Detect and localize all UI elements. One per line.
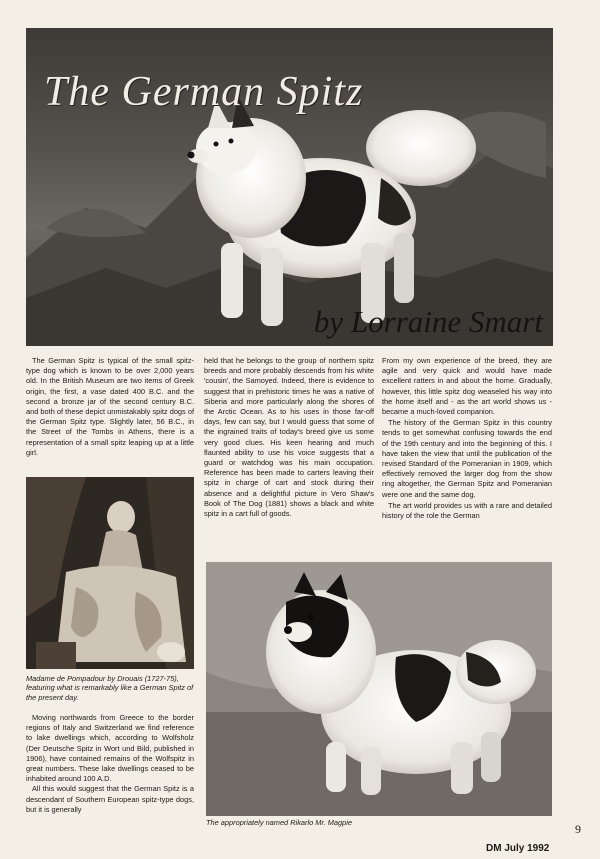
paragraph: held that he belongs to the group of northern spitz breeds and more probably descends from his white 'cousin', the Samoyed. Indeed, there is evidence to suggest that in prehistoric times he was a native of Siberia and more particularly along the shores of the Arctic Ocean. As to his uses in those far-off days, few can say, but I would guess that some of the ingrained traits of today's breed give us some very good clues. His keen hearing and much flaunted ability to use his voice suggests that a guard or watchdog was his main occupation. Reference has been made to carters leaving their spitz in charge of cart and stock during their absence and a delightful picture in Vero Shaw's Book of The Dog (1881) shows a black and white spitz in a cart full of goods. <box>204 356 374 519</box>
painting-caption: Madame de Pompadour by Drouais (1727-75), featuring what is remarkably like a German Spitz of the present day. <box>26 674 194 702</box>
paragraph: The art world provides us with a rare and detailed history of the role the German <box>382 500 552 521</box>
article-column-3 <box>382 356 552 521</box>
paragraph: The history of the German Spitz in this country tends to get somewhat confusing towards the end of the 19th century and into the beginning of this. I have taken the view that until the publication of the revised Standard of the Pomeranian in 1909, which effectively removed the larger dog from the show ring altogether, the German Spitz and Pomeranian were one and the same dog. <box>382 418 552 499</box>
article-column-1 <box>26 356 194 458</box>
page-number: 9 <box>575 822 581 836</box>
dog-photo-illustration <box>206 562 552 816</box>
article-title: The German Spitz <box>44 69 364 115</box>
paragraph: From my own experience of the breed, they are agile and very quick and would have made excellent ratters in and about the home. Gradually, however, this little spitz dog weaseled his way into the home itself and - as the art world shows us - became a much-loved companion. <box>382 356 552 417</box>
paragraph: All this would suggest that the German Spitz is a descendant of Southern European spitz-type dogs, but it is generally <box>26 784 194 814</box>
dog-photo <box>206 562 552 816</box>
painting-illustration <box>26 477 194 669</box>
dog-photo-caption: The appropriately named Rikarlo Mr. Magpie <box>206 818 352 827</box>
hero-photo <box>26 28 553 346</box>
issue-footer: DM July 1992 <box>486 843 550 854</box>
paragraph: Moving northwards from Greece to the border regions of Italy and Switzerland we find reference to lake dwellings which, according to Wolfsholz (Der Deutsche Spitz in Wort und Bild, published in 1906), have contained remains of the Wolfspitz in great numbers. These lake dwellings ceased to be inhabited around 100 A.D. <box>26 713 194 784</box>
paragraph: The German Spitz is typical of the small spitz-type dog which is known to be over 2,000 years old. In the British Museum are two items of Greek origin, the first, a vase dated 400 B.C. and the second a bronze jar of the second century B.C. and both of these depict unmistakably spitz dogs of the German Spitz type. Slightly later, 56 B.C., in the Street of the Tombs in Athens, there is a representation of a small spitz leaping up at a little girl. <box>26 356 194 457</box>
article-column-2 <box>204 356 374 519</box>
article-byline: by Lorraine Smart <box>313 304 543 339</box>
article-column-1-continued <box>26 713 194 815</box>
painting-image <box>26 477 194 669</box>
